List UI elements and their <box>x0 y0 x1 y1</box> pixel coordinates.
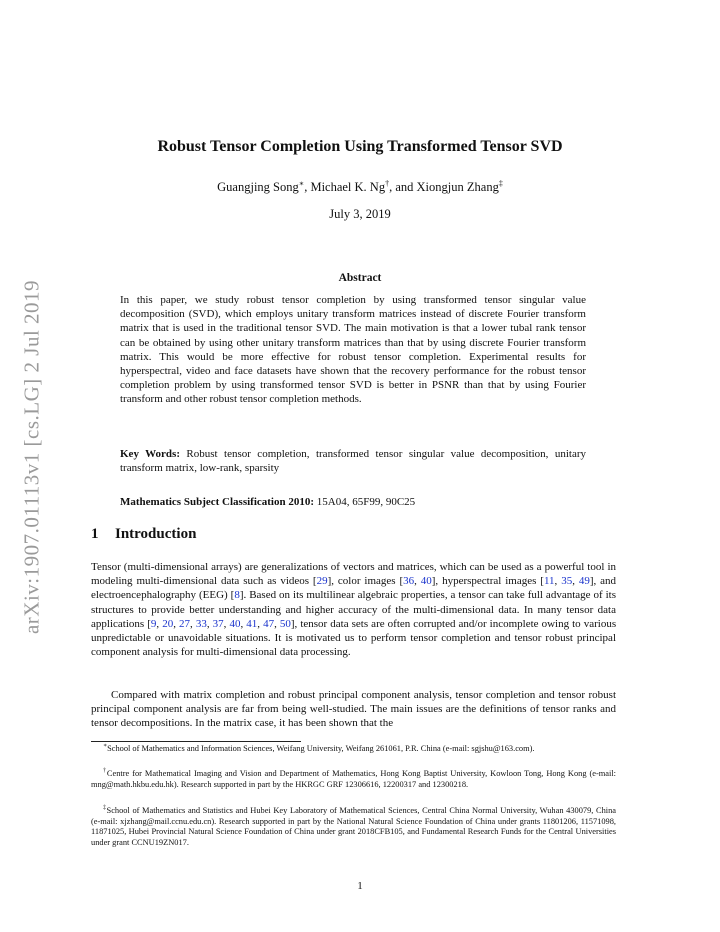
paragraph-text: , <box>156 617 163 630</box>
paragraph-text: ], and electroencephalography (EEG) [ <box>91 575 617 602</box>
abstract-text: In this paper, we study robust tensor completion by using transformed tensor singular value decomposition (SVD), which employs unitary transform matrices instead of discrete Fourier transform matrix that is used in the traditional tensor SVD. The main motivation is that a lower tubal rank tensor can be obtained by using other unitary transform matrices than that by using discrete Fourier transform matrix. This would be more effective for robust tensor completion. Experimental results for hyperspectral, video and face datasets have shown that the recovery performance for the robust tensor completion problem by using transformed tensor SVD is better in PSNR than that by using Fourier transform and other robust tensor completion methods. <box>120 294 586 406</box>
citation-link[interactable]: 41 <box>246 617 258 630</box>
author-name: Guangjing Song <box>217 180 299 194</box>
arxiv-sidebar-stamp <box>8 262 56 652</box>
paragraph-text: , <box>554 575 562 588</box>
paragraph-text: ], hyperspectral images [ <box>431 575 544 588</box>
author-footnote-mark[interactable]: ∗ <box>298 178 305 188</box>
paragraph-text: , <box>414 575 421 588</box>
paragraph-text: , <box>257 617 264 630</box>
footnote-mark: ‡ <box>103 805 107 812</box>
author-footnote-mark[interactable]: ‡ <box>498 178 503 188</box>
paragraph-text: , <box>572 575 579 588</box>
citation-link[interactable]: 40 <box>229 617 241 630</box>
footnote-mark: † <box>103 768 107 775</box>
author-name: Xiongjun Zhang <box>416 180 499 194</box>
paragraph-text: , <box>274 617 280 630</box>
page-number: 1 <box>357 880 363 892</box>
intro-paragraph-2: Compared with matrix completion and robust principal component analysis, tensor completion and tensor robust principal component analysis are far from being well-studied. The main issues are the definitions of tensor ranks and tensor decompositions. In the matrix case, it has been shown that the <box>91 689 616 730</box>
citation-link[interactable]: 20 <box>162 617 174 630</box>
author-list: Guangjing Song∗, Michael K. Ng†, and Xiongjun Zhang‡ <box>217 178 503 194</box>
paragraph-text: , <box>173 617 179 630</box>
msc-label: Mathematics Subject Classification 2010: <box>120 496 315 508</box>
footnote-text: School of Mathematics and Statistics and Hubei Key Laboratory of Mathematical Sciences, Central China Normal University, Wuhan 430079, China (e-mail: xjzhang@mail.ccnu.edu.cn). Research supported in part by the National Natural Science Foundation of China under grants 11801206, 11571098, 11871025, Hubei Provincial Natural Science Foundation of China under grant 2018CFB105, and Fundamental Research Funds for the Central Universities under grant CCNU19ZN017. <box>91 806 617 847</box>
citation-link[interactable]: 35 <box>561 575 573 588</box>
citation-link[interactable]: 29 <box>316 575 328 588</box>
footnote-divider <box>91 741 301 742</box>
intro-paragraph-1 <box>91 560 616 659</box>
citation-link[interactable]: 40 <box>420 575 432 588</box>
citation-link[interactable]: 50 <box>279 617 291 630</box>
paragraph-text: , <box>190 617 196 630</box>
paragraph-text: ], color images [ <box>327 575 404 588</box>
footnote-2 <box>91 769 616 790</box>
paragraph-text: , <box>223 617 230 630</box>
footnote-text: Centre for Mathematical Imaging and Vision and Department of Mathematics, Hong Kong Baptist University, Kowloon Tong, Hong Kong (e-mail: mng@math.hkbu.edu.hk). Research supported in part by the HKRGC GRF 12306616, 12200317 and 12300218. <box>91 769 617 789</box>
paragraph-text: ]. Based on its multilinear algebraic properties, a tensor can take full advantage of its structures to provide better understanding and higher accuracy of the multi-dimensional data. In many tensor data applications [ <box>91 589 616 630</box>
paragraph-text: , <box>240 617 247 630</box>
section-title: Introduction <box>115 526 197 542</box>
section-heading <box>91 526 196 543</box>
msc-block <box>120 496 586 508</box>
citation-link[interactable]: 9 <box>150 617 157 630</box>
arxiv-identifier: arXiv:1907.01113v1 [cs.LG] 2 Jul 2019 <box>19 279 44 635</box>
citation-link[interactable]: 33 <box>195 617 207 630</box>
paragraph-text: Tensor (multi-dimensional arrays) are generalizations of vectors and matrices, which can be used as a powerful tool in modeling multi-dimensional data such as videos [ <box>91 561 616 588</box>
author-footnote-mark[interactable]: † <box>385 178 390 188</box>
paragraph-text: , <box>206 617 213 630</box>
keywords-label: Key Words: <box>120 448 180 460</box>
keywords-block <box>120 447 586 475</box>
footnote-1 <box>91 744 616 755</box>
section-number: 1 <box>91 526 99 542</box>
citation-link[interactable]: 11 <box>543 575 555 588</box>
citation-link[interactable]: 49 <box>578 575 590 588</box>
citation-link[interactable]: 37 <box>212 617 224 630</box>
citation-link[interactable]: 27 <box>179 617 190 630</box>
paper-date: July 3, 2019 <box>329 207 391 221</box>
footnote-mark: ∗ <box>103 743 108 750</box>
paper-title: Robust Tensor Completion Using Transformed Tensor SVD <box>157 138 563 155</box>
paragraph-text: ], tensor data sets are often corrupted and/or incomplete owing to various unpredictable or unavoidable situations. It is motivated us to perform tensor completion and tensor robust principal component analysis for multi-dimensional data processing. <box>91 617 617 659</box>
citation-link[interactable]: 8 <box>234 589 240 602</box>
citation-link[interactable]: 47 <box>263 617 275 630</box>
author-name: Michael K. Ng <box>310 180 386 194</box>
msc-codes: 15A04, 65F99, 90C25 <box>316 496 416 508</box>
citation-link[interactable]: 36 <box>403 575 415 588</box>
footnote-3 <box>91 806 616 848</box>
abstract-heading: Abstract <box>338 272 382 284</box>
keywords-text: Robust tensor completion, transformed tensor singular value decomposition, unitary transform matrix, low-rank, sparsity <box>120 448 587 475</box>
footnote-text: School of Mathematics and Information Sciences, Weifang University, Weifang 261061, P.R. China (e-mail: sgjshu@163.com). <box>107 744 535 753</box>
